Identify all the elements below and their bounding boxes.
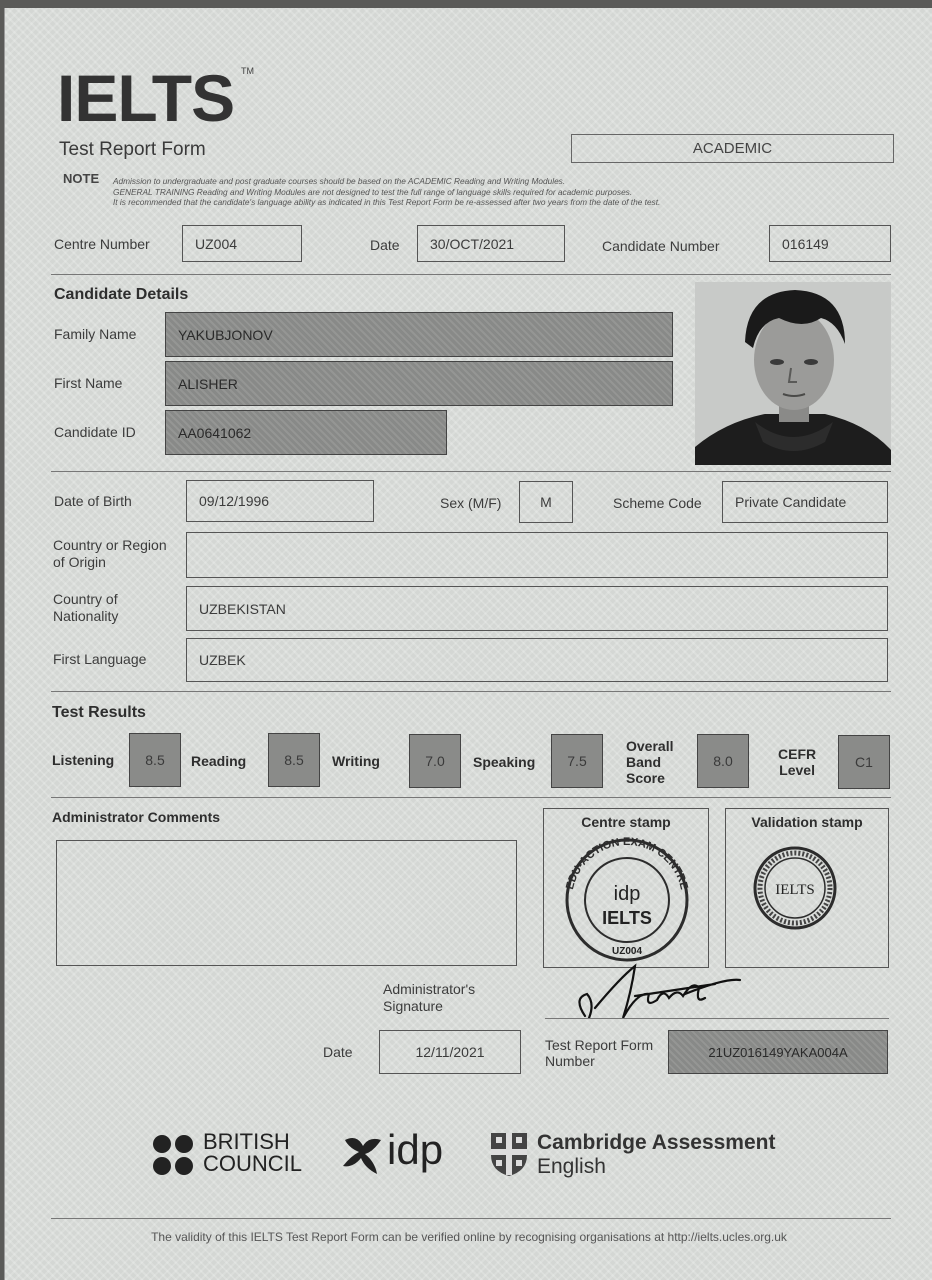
first-language-label: First Language xyxy=(53,651,147,667)
writing-score: 7.0 xyxy=(409,734,461,788)
svg-text:IELTS: IELTS xyxy=(602,908,652,928)
dob-label: Date of Birth xyxy=(54,493,132,509)
idp-logo xyxy=(341,1128,461,1180)
cambridge-line: Cambridge Assessment xyxy=(537,1131,776,1154)
nationality-label-line: Country of xyxy=(53,591,118,607)
centre-number-label: Centre Number xyxy=(54,236,150,252)
writing-label: Writing xyxy=(332,753,380,769)
cambridge-text xyxy=(537,1131,775,1179)
first-language-field: UZBEK xyxy=(186,638,888,682)
overall-band-label xyxy=(626,738,673,786)
cefr-label-line: Level xyxy=(779,762,815,778)
reading-label: Reading xyxy=(191,753,247,769)
svg-text:IELTS: IELTS xyxy=(775,882,815,898)
family-name-field: YAKUBJONOV xyxy=(165,312,673,357)
candidate-photo xyxy=(695,282,891,465)
british-council-logo xyxy=(151,1129,321,1179)
first-name-label: First Name xyxy=(54,375,123,391)
reading-score: 8.5 xyxy=(268,733,320,787)
admin-comments-field xyxy=(56,840,517,966)
candidate-details-title: Candidate Details xyxy=(54,286,189,303)
overall-label-line: Score xyxy=(626,770,665,786)
divider xyxy=(51,691,891,692)
british-council-dots-icon xyxy=(151,1133,199,1177)
trf-number-label xyxy=(545,1037,653,1069)
country-origin-label xyxy=(53,537,167,571)
module-field: ACADEMIC xyxy=(571,134,894,163)
cambridge-line: English xyxy=(537,1155,606,1178)
nationality-label-line: Nationality xyxy=(53,608,119,624)
sex-field: M xyxy=(519,481,573,523)
sex-label: Sex (M/F) xyxy=(440,495,502,511)
form-title: Test Report Form xyxy=(59,139,206,160)
date-label: Date xyxy=(370,237,400,253)
scheme-code-label: Scheme Code xyxy=(613,495,702,511)
british-council-line: BRITISH xyxy=(203,1129,290,1154)
test-results-title: Test Results xyxy=(52,704,146,721)
cambridge-shield-icon xyxy=(489,1131,529,1177)
british-council-line: COUNCIL xyxy=(203,1151,303,1176)
signature-label-line: Signature xyxy=(383,998,443,1014)
cambridge-logo xyxy=(489,1128,789,1180)
candidate-id-label: Candidate ID xyxy=(54,424,136,440)
idp-mark-icon xyxy=(341,1132,385,1176)
note-text xyxy=(113,176,833,208)
overall-label-line: Band xyxy=(626,754,661,770)
nationality-field: UZBEKISTAN xyxy=(186,586,888,631)
centre-stamp-box xyxy=(543,808,709,968)
country-origin-field xyxy=(186,532,888,578)
speaking-label: Speaking xyxy=(473,754,536,770)
ielts-logo: IELTS xyxy=(57,61,235,135)
admin-date-label: Date xyxy=(323,1044,353,1060)
overall-label-line: Overall xyxy=(626,738,674,754)
candidate-number-label: Candidate Number xyxy=(602,238,720,254)
overall-band-score: 8.0 xyxy=(697,734,749,788)
trademark-mark: TM xyxy=(241,66,254,76)
validation-stamp-label: Validation stamp xyxy=(751,814,863,830)
footer-verification-text: The validity of this IELTS Test Report Form can be verified online by recognising organisations at http://ielts.ucles.org.uk xyxy=(151,1230,787,1244)
candidate-number-field: 016149 xyxy=(769,225,891,262)
first-name-field: ALISHER xyxy=(165,361,673,406)
listening-label: Listening xyxy=(52,752,115,768)
candidate-id-field: AA0641062 xyxy=(165,410,447,455)
trf-label-line: Test Report Form xyxy=(545,1037,654,1053)
signature-label-line: Administrator's xyxy=(383,981,476,997)
svg-text:idp: idp xyxy=(613,883,641,905)
trf-number-field: 21UZ016149YAKA004A xyxy=(668,1030,888,1074)
note-line: It is recommended that the candidate's language ability as indicated in this Test Report Form be re-assessed after two years from the date of the test. xyxy=(113,197,661,207)
divider xyxy=(51,274,891,275)
note-line: GENERAL TRAINING Reading and Writing Modules are not designed to test the full range of language skills required for academic purposes. xyxy=(113,186,633,197)
note-line: Admission to undergraduate and post graduate courses should be based on the ACADEMIC Reading and Writing Modules. xyxy=(113,176,566,186)
svg-text:UZ004: UZ004 xyxy=(611,946,643,957)
divider xyxy=(51,797,891,798)
trf-label-line: Number xyxy=(545,1053,595,1069)
country-origin-label-line: of Origin xyxy=(53,554,106,570)
note-label: NOTE xyxy=(63,171,100,186)
dob-field: 09/12/1996 xyxy=(186,480,374,522)
validation-stamp xyxy=(726,830,890,965)
nationality-label xyxy=(53,591,118,625)
centre-stamp-label: Centre stamp xyxy=(581,814,671,830)
divider xyxy=(51,1218,891,1219)
cefr-level-score: C1 xyxy=(838,735,890,789)
listening-score: 8.5 xyxy=(129,733,181,787)
centre-stamp xyxy=(544,830,710,965)
idp-text: idp xyxy=(387,1126,444,1173)
centre-number-field: UZ004 xyxy=(182,225,302,262)
svg-text:EDU-ACTION EXAM CENTRE: EDU-ACTION EXAM CENTRE xyxy=(564,835,690,891)
validation-stamp-box xyxy=(725,808,889,968)
family-name-label: Family Name xyxy=(54,326,137,342)
divider xyxy=(51,471,891,472)
speaking-score: 7.5 xyxy=(551,734,603,788)
admin-date-field: 12/11/2021 xyxy=(379,1030,521,1074)
british-council-text xyxy=(203,1131,302,1175)
signature-line xyxy=(545,1018,889,1019)
cefr-label-line: CEFR xyxy=(778,746,817,762)
admin-comments-label: Administrator Comments xyxy=(52,809,221,825)
signature-label xyxy=(383,981,475,1015)
test-report-form xyxy=(4,8,932,1280)
scheme-code-field: Private Candidate xyxy=(722,481,888,523)
country-origin-label-line: Country or Region xyxy=(53,537,167,553)
cefr-level-label xyxy=(778,746,816,778)
test-date-field: 30/OCT/2021 xyxy=(417,225,565,262)
